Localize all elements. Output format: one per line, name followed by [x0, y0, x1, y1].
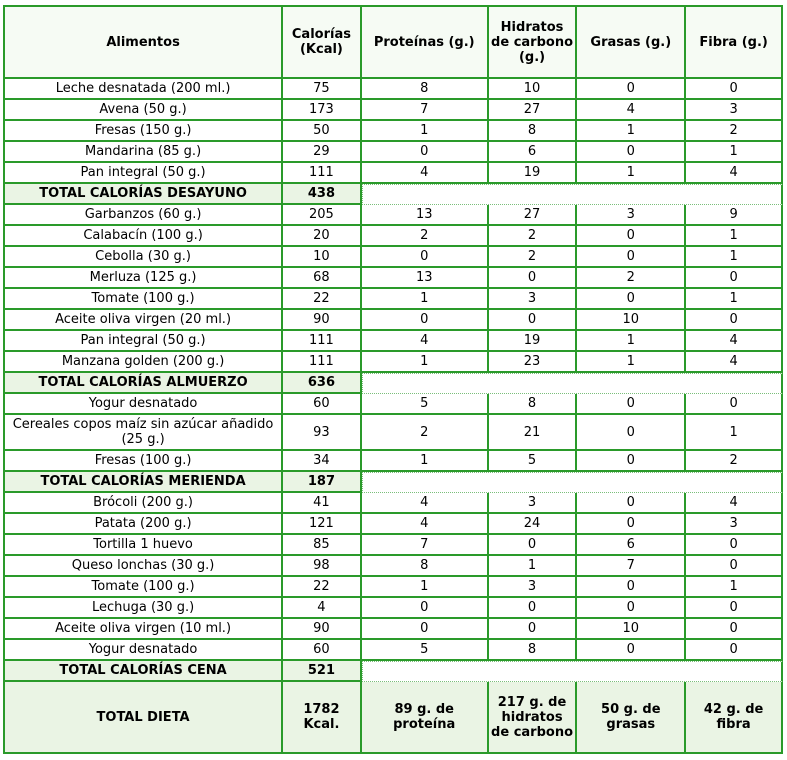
fat-cell: 0	[577, 493, 686, 514]
food-name: Leche desnatada (200 ml.)	[5, 79, 283, 100]
header-hidratos: Hidratos de carbono (g.)	[489, 7, 578, 79]
food-name: Merluza (125 g.)	[5, 268, 283, 289]
fat-cell: 10	[577, 310, 686, 331]
carbs-cell: 19	[489, 163, 578, 184]
meal-total-spacer	[362, 184, 783, 205]
fiber-cell: 1	[686, 415, 783, 451]
meal-total-value: 521	[283, 661, 362, 682]
protein-cell: 0	[362, 598, 489, 619]
calories-cell: 29	[283, 142, 362, 163]
food-name: Yogur desnatado	[5, 640, 283, 661]
food-name: Garbanzos (60 g.)	[5, 205, 283, 226]
meal-total-label: TOTAL CALORÍAS CENA	[5, 661, 283, 682]
carbs-cell: 3	[489, 289, 578, 310]
fiber-cell: 2	[686, 121, 783, 142]
food-name: Pan integral (50 g.)	[5, 163, 283, 184]
food-row	[5, 394, 783, 415]
food-name: Fresas (150 g.)	[5, 121, 283, 142]
meal-total-label: TOTAL CALORÍAS ALMUERZO	[5, 373, 283, 394]
food-name: Yogur desnatado	[5, 394, 283, 415]
food-row	[5, 142, 783, 163]
fat-cell: 7	[577, 556, 686, 577]
fiber-cell: 4	[686, 163, 783, 184]
food-name: Aceite oliva virgen (10 ml.)	[5, 619, 283, 640]
carbs-cell: 2	[489, 247, 578, 268]
carbs-cell: 0	[489, 268, 578, 289]
carbs-cell: 19	[489, 331, 578, 352]
carbs-cell: 8	[489, 640, 578, 661]
calories-cell: 34	[283, 451, 362, 472]
protein-cell: 8	[362, 556, 489, 577]
fiber-cell: 0	[686, 640, 783, 661]
header-grasas: Grasas (g.)	[577, 7, 686, 79]
food-name: Tortilla 1 huevo	[5, 535, 283, 556]
calories-cell: 173	[283, 100, 362, 121]
food-row	[5, 121, 783, 142]
fat-cell: 10	[577, 619, 686, 640]
food-row	[5, 163, 783, 184]
carbs-cell: 0	[489, 310, 578, 331]
food-name: Queso lonchas (30 g.)	[5, 556, 283, 577]
food-name: Fresas (100 g.)	[5, 451, 283, 472]
fiber-cell: 4	[686, 352, 783, 373]
protein-cell: 0	[362, 310, 489, 331]
calories-cell: 111	[283, 352, 362, 373]
carbs-cell: 27	[489, 100, 578, 121]
protein-cell: 1	[362, 289, 489, 310]
calories-cell: 50	[283, 121, 362, 142]
food-name: Patata (200 g.)	[5, 514, 283, 535]
fat-cell: 0	[577, 640, 686, 661]
calories-cell: 85	[283, 535, 362, 556]
protein-cell: 0	[362, 142, 489, 163]
food-name: Cebolla (30 g.)	[5, 247, 283, 268]
fiber-cell: 3	[686, 100, 783, 121]
fat-cell: 4	[577, 100, 686, 121]
fiber-cell: 0	[686, 394, 783, 415]
calories-cell: 98	[283, 556, 362, 577]
calories-cell: 22	[283, 577, 362, 598]
food-name: Lechuga (30 g.)	[5, 598, 283, 619]
food-row	[5, 268, 783, 289]
fat-cell: 1	[577, 163, 686, 184]
fat-cell: 0	[577, 79, 686, 100]
protein-cell: 0	[362, 247, 489, 268]
protein-cell: 1	[362, 577, 489, 598]
meal-total-value: 636	[283, 373, 362, 394]
protein-cell: 13	[362, 205, 489, 226]
meal-total-spacer	[362, 661, 783, 682]
protein-cell: 1	[362, 121, 489, 142]
header-row	[5, 7, 783, 79]
food-name: Calabacín (100 g.)	[5, 226, 283, 247]
food-row	[5, 451, 783, 472]
header-alimentos: Alimentos	[5, 7, 283, 79]
diet-table	[3, 5, 783, 754]
food-name: Manzana golden (200 g.)	[5, 352, 283, 373]
carbs-cell: 1	[489, 556, 578, 577]
carbs-cell: 8	[489, 394, 578, 415]
calories-cell: 90	[283, 310, 362, 331]
fiber-cell: 0	[686, 268, 783, 289]
food-row	[5, 619, 783, 640]
fat-cell: 0	[577, 247, 686, 268]
food-name: Aceite oliva virgen (20 ml.)	[5, 310, 283, 331]
meal-total-row	[5, 661, 783, 682]
food-row	[5, 556, 783, 577]
fiber-cell: 0	[686, 79, 783, 100]
food-name: Tomate (100 g.)	[5, 577, 283, 598]
meal-total-spacer	[362, 373, 783, 394]
food-row	[5, 247, 783, 268]
header-calorias: Calorías (Kcal)	[283, 7, 362, 79]
food-name: Cereales copos maíz sin azúcar añadido (25 g.)	[5, 415, 283, 451]
food-name: Pan integral (50 g.)	[5, 331, 283, 352]
calories-cell: 10	[283, 247, 362, 268]
carbs-cell: 21	[489, 415, 578, 451]
fiber-cell: 1	[686, 289, 783, 310]
grand-total-row	[5, 682, 783, 754]
protein-cell: 5	[362, 640, 489, 661]
food-row	[5, 310, 783, 331]
fiber-cell: 0	[686, 310, 783, 331]
fiber-cell: 9	[686, 205, 783, 226]
carbs-cell: 0	[489, 619, 578, 640]
fat-cell: 6	[577, 535, 686, 556]
calories-cell: 121	[283, 514, 362, 535]
food-row	[5, 100, 783, 121]
calories-cell: 111	[283, 163, 362, 184]
carbs-cell: 0	[489, 598, 578, 619]
grand-total-fat: 50 g. de grasas	[577, 682, 686, 754]
fat-cell: 0	[577, 415, 686, 451]
carbs-cell: 0	[489, 535, 578, 556]
fat-cell: 3	[577, 205, 686, 226]
food-row	[5, 514, 783, 535]
food-row	[5, 226, 783, 247]
grand-total-protein: 89 g. de proteína	[362, 682, 489, 754]
food-name: Tomate (100 g.)	[5, 289, 283, 310]
fat-cell: 0	[577, 142, 686, 163]
food-name: Brócoli (200 g.)	[5, 493, 283, 514]
meal-total-row	[5, 373, 783, 394]
calories-cell: 93	[283, 415, 362, 451]
calories-cell: 4	[283, 598, 362, 619]
protein-cell: 4	[362, 493, 489, 514]
protein-cell: 7	[362, 535, 489, 556]
protein-cell: 13	[362, 268, 489, 289]
calories-cell: 205	[283, 205, 362, 226]
calories-cell: 20	[283, 226, 362, 247]
protein-cell: 1	[362, 352, 489, 373]
protein-cell: 0	[362, 619, 489, 640]
meal-total-spacer	[362, 472, 783, 493]
calories-cell: 90	[283, 619, 362, 640]
food-row	[5, 535, 783, 556]
food-row	[5, 493, 783, 514]
fat-cell: 0	[577, 226, 686, 247]
fiber-cell: 0	[686, 598, 783, 619]
meal-total-row	[5, 472, 783, 493]
grand-total-label: TOTAL DIETA	[5, 682, 283, 754]
fat-cell: 1	[577, 352, 686, 373]
fiber-cell: 1	[686, 226, 783, 247]
grand-total-fiber: 42 g. de fibra	[686, 682, 783, 754]
food-row	[5, 577, 783, 598]
meal-total-value: 187	[283, 472, 362, 493]
food-row	[5, 415, 783, 451]
fiber-cell: 0	[686, 535, 783, 556]
fat-cell: 0	[577, 289, 686, 310]
fat-cell: 0	[577, 598, 686, 619]
calories-cell: 60	[283, 640, 362, 661]
calories-cell: 41	[283, 493, 362, 514]
calories-cell: 22	[283, 289, 362, 310]
carbs-cell: 3	[489, 493, 578, 514]
food-row	[5, 352, 783, 373]
fiber-cell: 2	[686, 451, 783, 472]
food-row	[5, 598, 783, 619]
protein-cell: 4	[362, 163, 489, 184]
meal-total-row	[5, 184, 783, 205]
protein-cell: 8	[362, 79, 489, 100]
fiber-cell: 1	[686, 142, 783, 163]
food-name: Avena (50 g.)	[5, 100, 283, 121]
header-fibra: Fibra (g.)	[686, 7, 783, 79]
calories-cell: 111	[283, 331, 362, 352]
protein-cell: 7	[362, 100, 489, 121]
fat-cell: 0	[577, 451, 686, 472]
food-name: Mandarina (85 g.)	[5, 142, 283, 163]
protein-cell: 2	[362, 415, 489, 451]
fiber-cell: 1	[686, 577, 783, 598]
fiber-cell: 0	[686, 619, 783, 640]
fat-cell: 1	[577, 121, 686, 142]
fat-cell: 0	[577, 394, 686, 415]
fat-cell: 1	[577, 331, 686, 352]
calories-cell: 60	[283, 394, 362, 415]
meal-total-value: 438	[283, 184, 362, 205]
carbs-cell: 2	[489, 226, 578, 247]
fiber-cell: 4	[686, 331, 783, 352]
header-proteinas: Proteínas (g.)	[362, 7, 489, 79]
carbs-cell: 5	[489, 451, 578, 472]
carbs-cell: 10	[489, 79, 578, 100]
food-row	[5, 205, 783, 226]
protein-cell: 4	[362, 331, 489, 352]
food-row	[5, 289, 783, 310]
grand-total-carbs: 217 g. de hidratos de carbono	[489, 682, 578, 754]
food-row	[5, 79, 783, 100]
carbs-cell: 27	[489, 205, 578, 226]
calories-cell: 75	[283, 79, 362, 100]
meal-total-label: TOTAL CALORÍAS MERIENDA	[5, 472, 283, 493]
protein-cell: 1	[362, 451, 489, 472]
food-row	[5, 640, 783, 661]
meal-total-label: TOTAL CALORÍAS DESAYUNO	[5, 184, 283, 205]
protein-cell: 4	[362, 514, 489, 535]
fat-cell: 0	[577, 514, 686, 535]
carbs-cell: 3	[489, 577, 578, 598]
fiber-cell: 0	[686, 556, 783, 577]
fat-cell: 0	[577, 577, 686, 598]
carbs-cell: 6	[489, 142, 578, 163]
protein-cell: 5	[362, 394, 489, 415]
fat-cell: 2	[577, 268, 686, 289]
carbs-cell: 23	[489, 352, 578, 373]
food-row	[5, 331, 783, 352]
grand-total-calories: 1782 Kcal.	[283, 682, 362, 754]
carbs-cell: 24	[489, 514, 578, 535]
calories-cell: 68	[283, 268, 362, 289]
fiber-cell: 1	[686, 247, 783, 268]
fiber-cell: 3	[686, 514, 783, 535]
fiber-cell: 4	[686, 493, 783, 514]
carbs-cell: 8	[489, 121, 578, 142]
protein-cell: 2	[362, 226, 489, 247]
